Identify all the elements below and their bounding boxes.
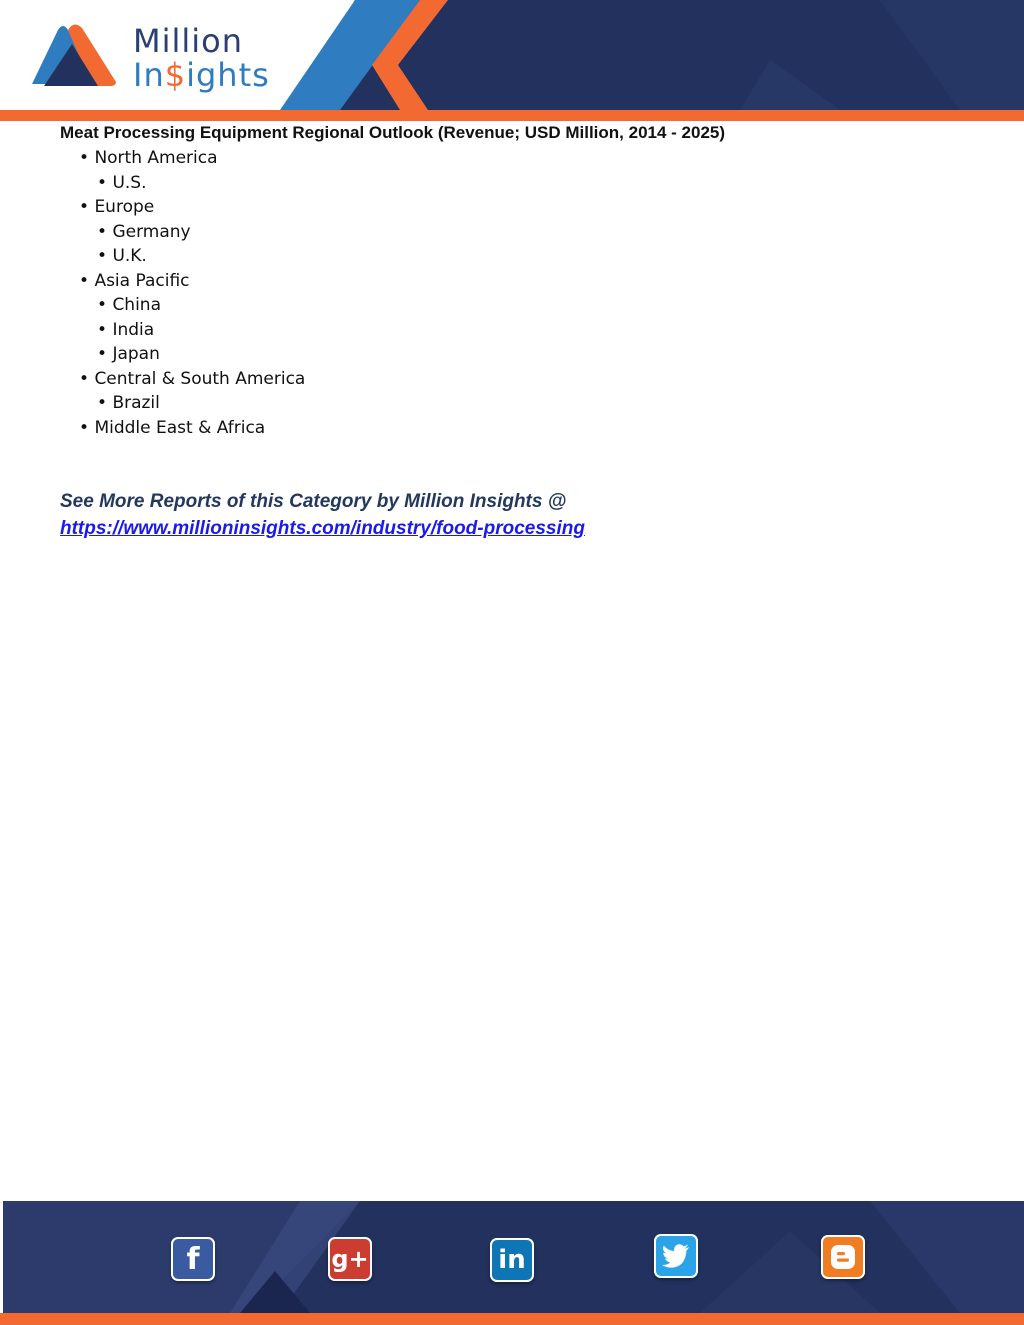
twitter-icon[interactable] xyxy=(654,1234,698,1278)
regional-outlook-heading: Meat Processing Equipment Regional Outlook (Revenue; USD Million, 2014 - 2025) xyxy=(60,123,726,142)
page-footer xyxy=(0,1201,1024,1325)
logo-word-million: Million xyxy=(133,22,244,60)
region-item: • Central & South America xyxy=(60,367,960,392)
region-list xyxy=(60,146,960,440)
report-section xyxy=(60,122,960,440)
more-reports xyxy=(60,488,585,542)
linkedin-glyph: in xyxy=(498,1245,526,1275)
blogger-icon[interactable] xyxy=(821,1235,865,1279)
region-item: • North America xyxy=(60,146,960,171)
region-item: • U.K. xyxy=(60,244,960,269)
google-plus-glyph: g+ xyxy=(331,1245,369,1273)
food-processing-link[interactable]: https://www.millioninsights.com/industry/food-processing xyxy=(60,518,585,539)
facebook-icon[interactable] xyxy=(171,1237,215,1281)
region-item: • U.S. xyxy=(60,171,960,196)
region-item: • Middle East & Africa xyxy=(60,416,960,441)
region-item: • Japan xyxy=(60,342,960,367)
million-insights-logo[interactable] xyxy=(28,20,278,96)
region-item: • Asia Pacific xyxy=(60,269,960,294)
twitter-bird-icon xyxy=(662,1244,690,1268)
logo-word-insights-prefix: In xyxy=(133,56,165,94)
logo-word-insights xyxy=(133,56,270,94)
region-item: • India xyxy=(60,318,960,343)
region-item: • China xyxy=(60,293,960,318)
page-header xyxy=(0,0,1024,121)
region-item: • Brazil xyxy=(60,391,960,416)
google-plus-icon[interactable] xyxy=(328,1237,372,1281)
logo-dollar-glyph: $ xyxy=(164,56,187,94)
region-item: • Germany xyxy=(60,220,960,245)
linkedin-icon[interactable] xyxy=(490,1238,534,1282)
region-item: • Europe xyxy=(60,195,960,220)
blogger-logo-icon xyxy=(830,1244,856,1270)
logo-word-insights-suffix: ights xyxy=(186,56,270,94)
facebook-glyph: f xyxy=(186,1241,200,1277)
more-reports-text: See More Reports of this Category by Million Insights @ xyxy=(60,491,567,512)
logo-mark-icon xyxy=(28,22,120,88)
